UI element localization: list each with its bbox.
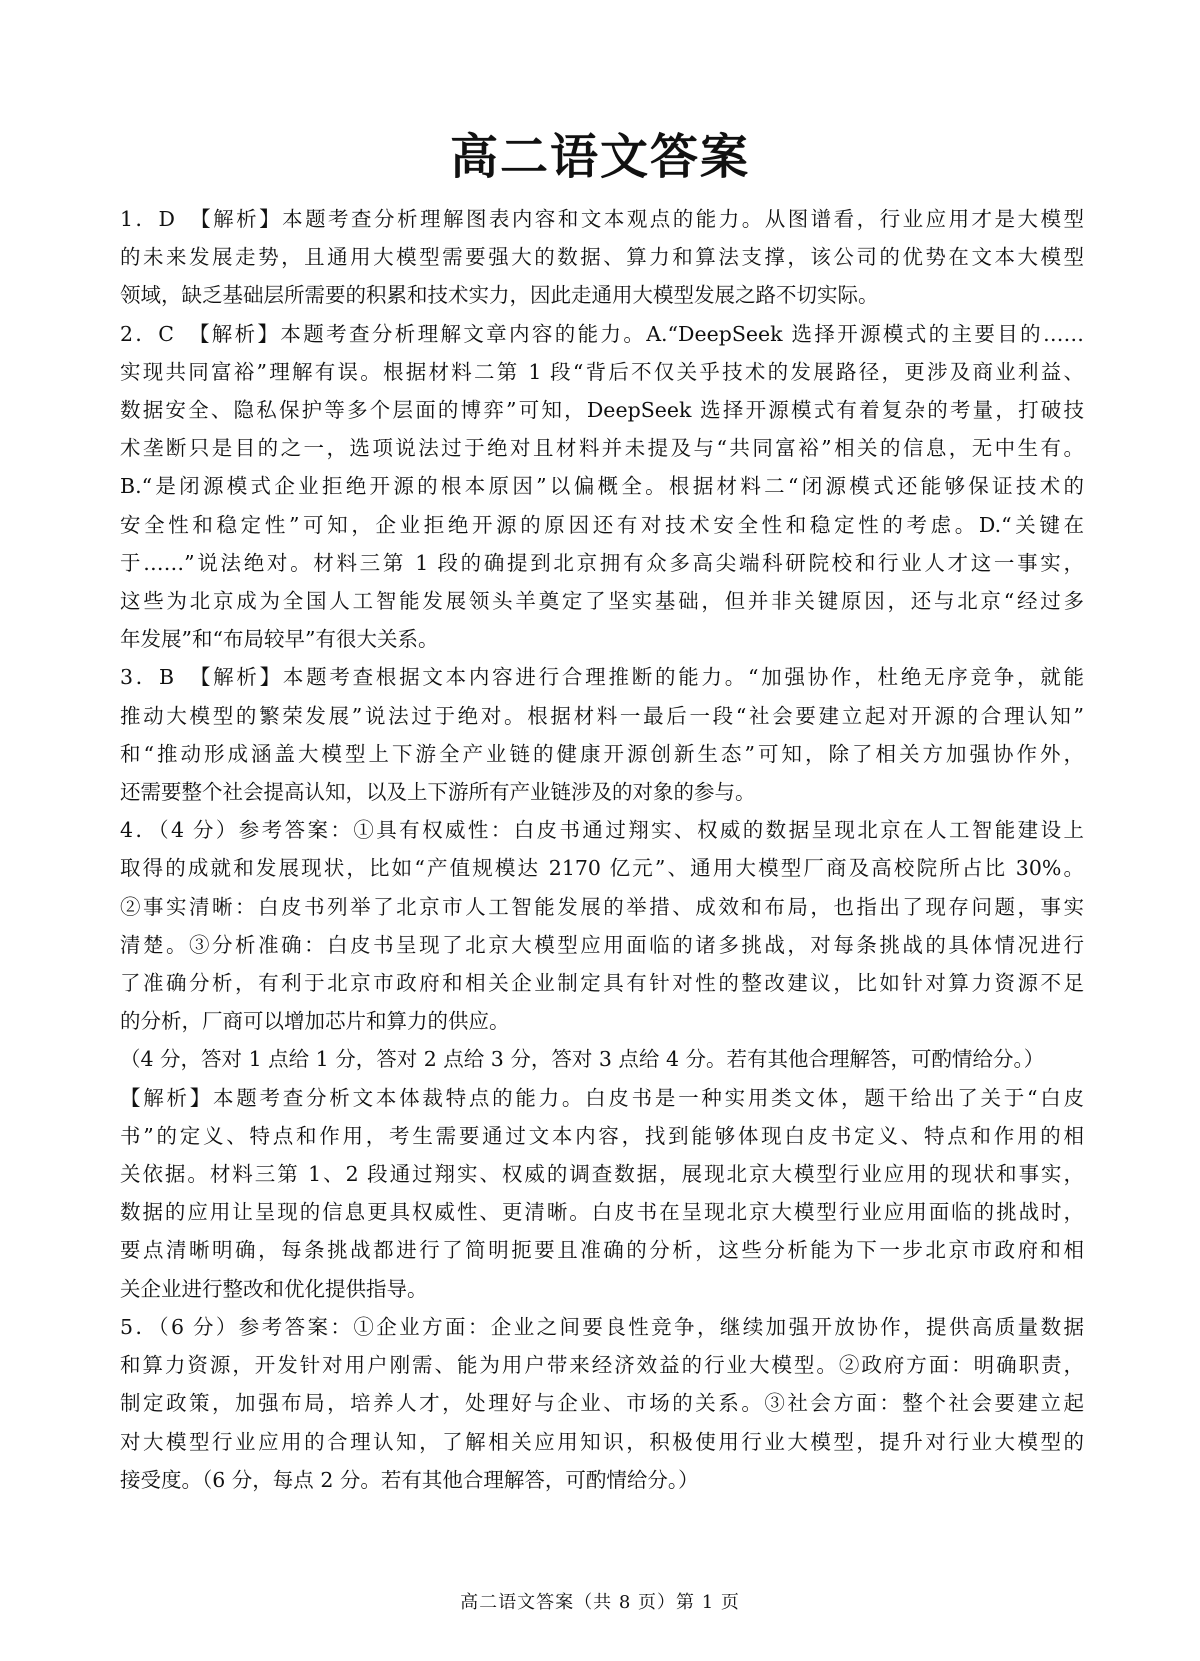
text-line: 5．（6 分）参考答案：①企业方面：企业之间要良性竞争，继续加强开放协作，提供高质量数据: [120, 1314, 1084, 1339]
text-line: 领域，缺乏基础层所需要的积累和技术实力，因此走通用大模型发展之路不切实际。: [120, 283, 879, 308]
text-line: 2．C 【解析】本题考查分析理解文章内容的能力。A.“DeepSeek 选择开源模式的主要目的……: [120, 321, 1084, 346]
text-line: 数据安全、隐私保护等多个层面的博弈”可知，DeepSeek 选择开源模式有着复杂的考量，打破技: [120, 398, 1084, 423]
text-line: 推动大模型的繁荣发展”说法过于绝对。根据材料一最后一段“社会要建立起对开源的合理认知”: [120, 703, 1084, 728]
text-line: 关依据。材料三第 1、2 段通过翔实、权威的调查数据，展现北京大模型行业应用的现状和事实，: [120, 1162, 1084, 1187]
text-line: 3．B 【解析】本题考查根据文本内容进行合理推断的能力。“加强协作，杜绝无序竞争，就能: [120, 665, 1084, 690]
text-line: 这些为北京成为全国人工智能发展领头羊奠定了坚实基础，但并非关键原因，还与北京“经过多: [120, 589, 1084, 614]
text-line: 术垄断只是目的之一，选项说法过于绝对且材料并未提及与“共同富裕”相关的信息，无中生有。: [120, 436, 1084, 461]
text-line: 于……”说法绝对。材料三第 1 段的确提到北京拥有众多高尖端科研院校和行业人才这一事实，: [120, 550, 1084, 575]
text-line: 数据的应用让呈现的信息更具权威性、更清晰。白皮书在呈现北京大模型行业应用面临的挑战时，: [120, 1200, 1084, 1225]
text-line: 【解析】本题考查分析文本体裁特点的能力。白皮书是一种实用类文体，题干给出了关于“白皮: [120, 1085, 1084, 1110]
page-footer: 高二语文答案（共 8 页）第 1 页: [460, 1592, 740, 1613]
text-line: 1．D 【解析】本题考查分析理解图表内容和文本观点的能力。从图谱看，行业应用才是大模型: [120, 207, 1084, 231]
text-line: 年发展”和“布局较早”有很大关系。: [120, 627, 439, 652]
text-line: 和算力资源，开发针对用户刚需、能为用户带来经济效益的行业大模型。②政府方面：明确职责，: [120, 1353, 1084, 1378]
text-line: 书”的定义、特点和作用，考生需要通过文本内容，找到能够体现白皮书定义、特点和作用的相: [120, 1123, 1084, 1148]
text-line: 了准确分析，有利于北京市政府和相关企业制定具有针对性的整改建议，比如针对算力资源不足: [120, 971, 1084, 996]
text-line: 还需要整个社会提高认知，以及上下游所有产业链涉及的对象的参与。: [120, 780, 756, 805]
text-line: 的分析，厂商可以增加芯片和算力的供应。: [120, 1009, 510, 1034]
text-line: 取得的成就和发展现状，比如“产值规模达 2170 亿元”、通用大模型厂商及高校院所占比 30%。: [120, 856, 1084, 881]
text-line: （4 分，答对 1 点给 1 分，答对 2 点给 3 分，答对 3 点给 4 分。若有其他合理解答，可酌情给分。）: [120, 1047, 1045, 1072]
text-line: 安全性和稳定性”可知，企业拒绝开源的原因还有对技术安全性和稳定性的考虑。D.“关键在: [120, 512, 1084, 537]
answer-body: [120, 200, 1084, 1499]
text-line: 4．（4 分）参考答案：①具有权威性：白皮书通过翔实、权威的数据呈现北京在人工智能建设上: [120, 818, 1084, 843]
text-line: 制定政策，加强布局，培养人才，处理好与企业、市场的关系。③社会方面：整个社会要建立起: [120, 1391, 1084, 1416]
text-line: 的未来发展走势，且通用大模型需要强大的数据、算力和算法支撑，该公司的优势在文本大模型: [120, 245, 1084, 270]
text-line: 要点清晰明确，每条挑战都进行了简明扼要且准确的分析，这些分析能为下一步北京市政府和相: [120, 1238, 1084, 1263]
text-line: 接受度。（6 分，每点 2 分。若有其他合理解答，可酌情给分。）: [120, 1467, 699, 1492]
text-line: 关企业进行整改和优化提供指导。: [120, 1276, 428, 1301]
page-title: 高二语文答案: [449, 129, 750, 185]
text-line: B.“是闭源模式企业拒绝开源的根本原因”以偏概全。根据材料二“闭源模式还能够保证技术的: [120, 474, 1084, 499]
text-line: 实现共同富裕”理解有误。根据材料二第 1 段“背后不仅关乎技术的发展路径，更涉及商业利益、: [120, 359, 1084, 384]
text-line: 清楚。③分析准确：白皮书呈现了北京大模型应用面临的诸多挑战，对每条挑战的具体情况进行: [120, 932, 1084, 957]
text-line: 对大模型行业应用的合理认知，了解相关应用知识，积极使用行业大模型，提升对行业大模型的: [120, 1429, 1084, 1454]
text-line: 和“推动形成涵盖大模型上下游全产业链的健康开源创新生态”可知，除了相关方加强协作外，: [120, 741, 1084, 766]
text-line: ②事实清晰：白皮书列举了北京市人工智能发展的举措、成效和布局，也指出了现存问题，事实: [120, 894, 1084, 919]
